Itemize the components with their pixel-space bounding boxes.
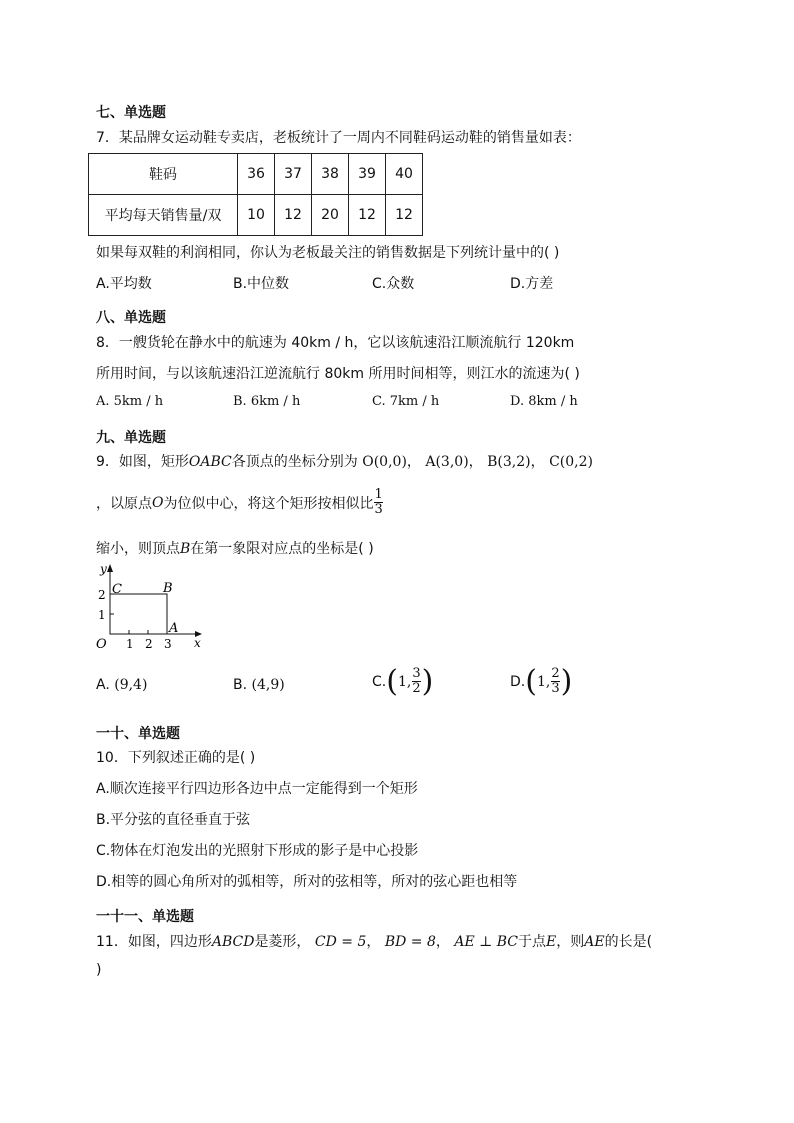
table-cell: 20 (312, 195, 349, 236)
origin-o-label: O (96, 637, 107, 652)
y-axis-label: y (100, 562, 107, 576)
text: 于点 (518, 934, 546, 950)
ratio-fraction (374, 488, 382, 517)
option-letter: B. (233, 677, 248, 693)
section-heading-11: 一十一、单选题 (96, 909, 194, 925)
option-letter: C. (372, 673, 387, 690)
numerator: 2 (551, 666, 560, 681)
option-letter: D. (510, 673, 526, 690)
table-cell: 36 (238, 154, 275, 195)
option-d[interactable]: D. 8km / h (510, 394, 578, 409)
option-value: (4,9) (251, 677, 285, 693)
option-c[interactable] (372, 664, 433, 699)
vertex-b-label: B (163, 581, 173, 596)
denominator: 3 (551, 681, 560, 696)
x-axis-label: x (194, 636, 201, 650)
text: ，则 (556, 934, 585, 950)
x-tick-label-2: 2 (145, 637, 153, 651)
right-paren: ) (560, 664, 573, 699)
text: 在第一象限对应点的坐标是( ) (190, 541, 374, 557)
option-a[interactable]: A.顺次连接平行四边形各边中点一定能得到一个矩形 (96, 781, 418, 797)
section-heading-7: 七、单选题 (96, 105, 166, 121)
point-a: A(3,0) (425, 454, 469, 470)
table-cell: 12 (386, 195, 423, 236)
option-d[interactable]: D.方差 (510, 276, 554, 292)
option-a[interactable]: A.平均数 (96, 276, 152, 292)
equation-bd: BD = 8 (384, 934, 436, 950)
option-b[interactable]: B.平分弦的直径垂直于弦 (96, 812, 251, 828)
table-cell: 38 (312, 154, 349, 195)
option-fraction (551, 667, 559, 696)
question-9-line2 (96, 488, 384, 517)
shoe-sales-table (88, 153, 423, 236)
perpendicular-relation: AE ⊥ BC (454, 934, 518, 950)
denominator: 2 (412, 681, 421, 696)
point-c: C(0,2) (549, 454, 593, 470)
point-e: E (546, 934, 557, 950)
left-paren: ( (386, 664, 398, 699)
shape-name: ABCD (211, 934, 255, 950)
denominator: 3 (374, 502, 383, 517)
rect-name: OABC (188, 454, 232, 470)
option-b[interactable] (233, 677, 285, 693)
question-11-line1 (96, 931, 652, 951)
x-tick-label-1: 1 (126, 637, 134, 651)
vertex-c-label: C (112, 582, 122, 597)
table-cell: 39 (349, 154, 386, 195)
question-8-line2: 所用时间，与以该航速沿江逆流航行 80km 所用时间相等，则江水的流速为( ) (96, 366, 580, 382)
segment-ae: AE (584, 934, 605, 950)
question-9-line3 (96, 538, 374, 558)
text: 9．如图，矩形 (96, 454, 189, 470)
point-o: O(0,0) (362, 454, 407, 470)
left-paren: ( (525, 664, 537, 699)
text: 11．如图，四边形 (96, 934, 212, 950)
numerator: 1 (374, 487, 383, 502)
text: 的长是( (604, 934, 653, 950)
table-row (89, 195, 423, 236)
coordinate-figure (90, 560, 205, 655)
question-10-stem: 10．下列叙述正确的是( ) (96, 750, 256, 766)
option-int: 1, (536, 673, 551, 690)
table-cell: 鞋码 (89, 154, 238, 195)
table-cell: 平均每天销售量/双 (89, 195, 238, 236)
question-7-prompt: 如果每双鞋的利润相同，你认为老板最关注的销售数据是下列统计量中的( ) (96, 245, 560, 261)
separator: ， (366, 934, 381, 950)
vertex-a-label: A (169, 621, 179, 636)
table-cell: 12 (349, 195, 386, 236)
text: 是菱形， (254, 934, 311, 950)
section-heading-8: 八、单选题 (96, 310, 166, 326)
section-heading-10: 一十、单选题 (96, 726, 180, 742)
text: 各顶点的坐标分别为 (231, 454, 358, 470)
right-paren: ) (421, 664, 434, 699)
rectangle-oabc (110, 594, 167, 634)
numerator: 3 (412, 666, 421, 681)
question-11-line2: ) (96, 962, 102, 978)
x-tick-label-3: 3 (164, 637, 172, 651)
section-heading-9: 九、单选题 (96, 430, 166, 446)
option-c[interactable]: C.众数 (372, 276, 415, 292)
option-a[interactable]: A. 5km / h (96, 394, 164, 409)
option-c[interactable]: C.物体在灯泡发出的光照射下形成的影子是中心投影 (96, 843, 419, 859)
question-8-line1: 8．一艘货轮在静水中的航速为 40km / h，它以该航速沿江顺流航行 120km (96, 335, 575, 351)
table-cell: 12 (275, 195, 312, 236)
origin-label: O (152, 494, 164, 511)
option-d[interactable] (510, 664, 572, 699)
option-letter: A. (96, 677, 110, 693)
table-row (89, 154, 423, 195)
y-tick-label-2: 2 (98, 588, 106, 602)
option-int: 1, (397, 673, 412, 690)
separator: ， (435, 934, 450, 950)
table-cell: 10 (238, 195, 275, 236)
y-tick-label-1: 1 (98, 608, 106, 622)
table-cell: 37 (275, 154, 312, 195)
option-d[interactable]: D.相等的圆心角所对的弧相等，所对的弦相等，所对的弦心距也相等 (96, 874, 518, 890)
option-fraction (412, 667, 420, 696)
text: 缩小，则顶点 (96, 541, 180, 557)
option-value: (9,4) (114, 677, 148, 693)
option-b[interactable]: B. 6km / h (233, 394, 301, 409)
y-axis-arrow (107, 564, 113, 572)
text: ，以原点 (96, 495, 152, 512)
point-b: B(3,2) (487, 454, 531, 470)
table-cell: 40 (386, 154, 423, 195)
option-a[interactable] (96, 677, 147, 693)
option-b[interactable]: B.中位数 (233, 276, 290, 292)
text: 为位似中心，将这个矩形按相似比 (163, 495, 374, 512)
equation-cd: CD = 5 (314, 934, 367, 950)
option-c[interactable]: C. 7km / h (372, 394, 440, 409)
question-9-line1: 9．如图，矩形OABC各顶点的坐标分别为 O(0,0)， A(3,0)， B(3,2)， C(0,2) (96, 454, 593, 470)
question-7-stem: 7．某品牌女运动鞋专卖店，老板统计了一周内不同鞋码运动鞋的销售量如表： (96, 130, 581, 146)
vertex-label: B (180, 541, 191, 557)
